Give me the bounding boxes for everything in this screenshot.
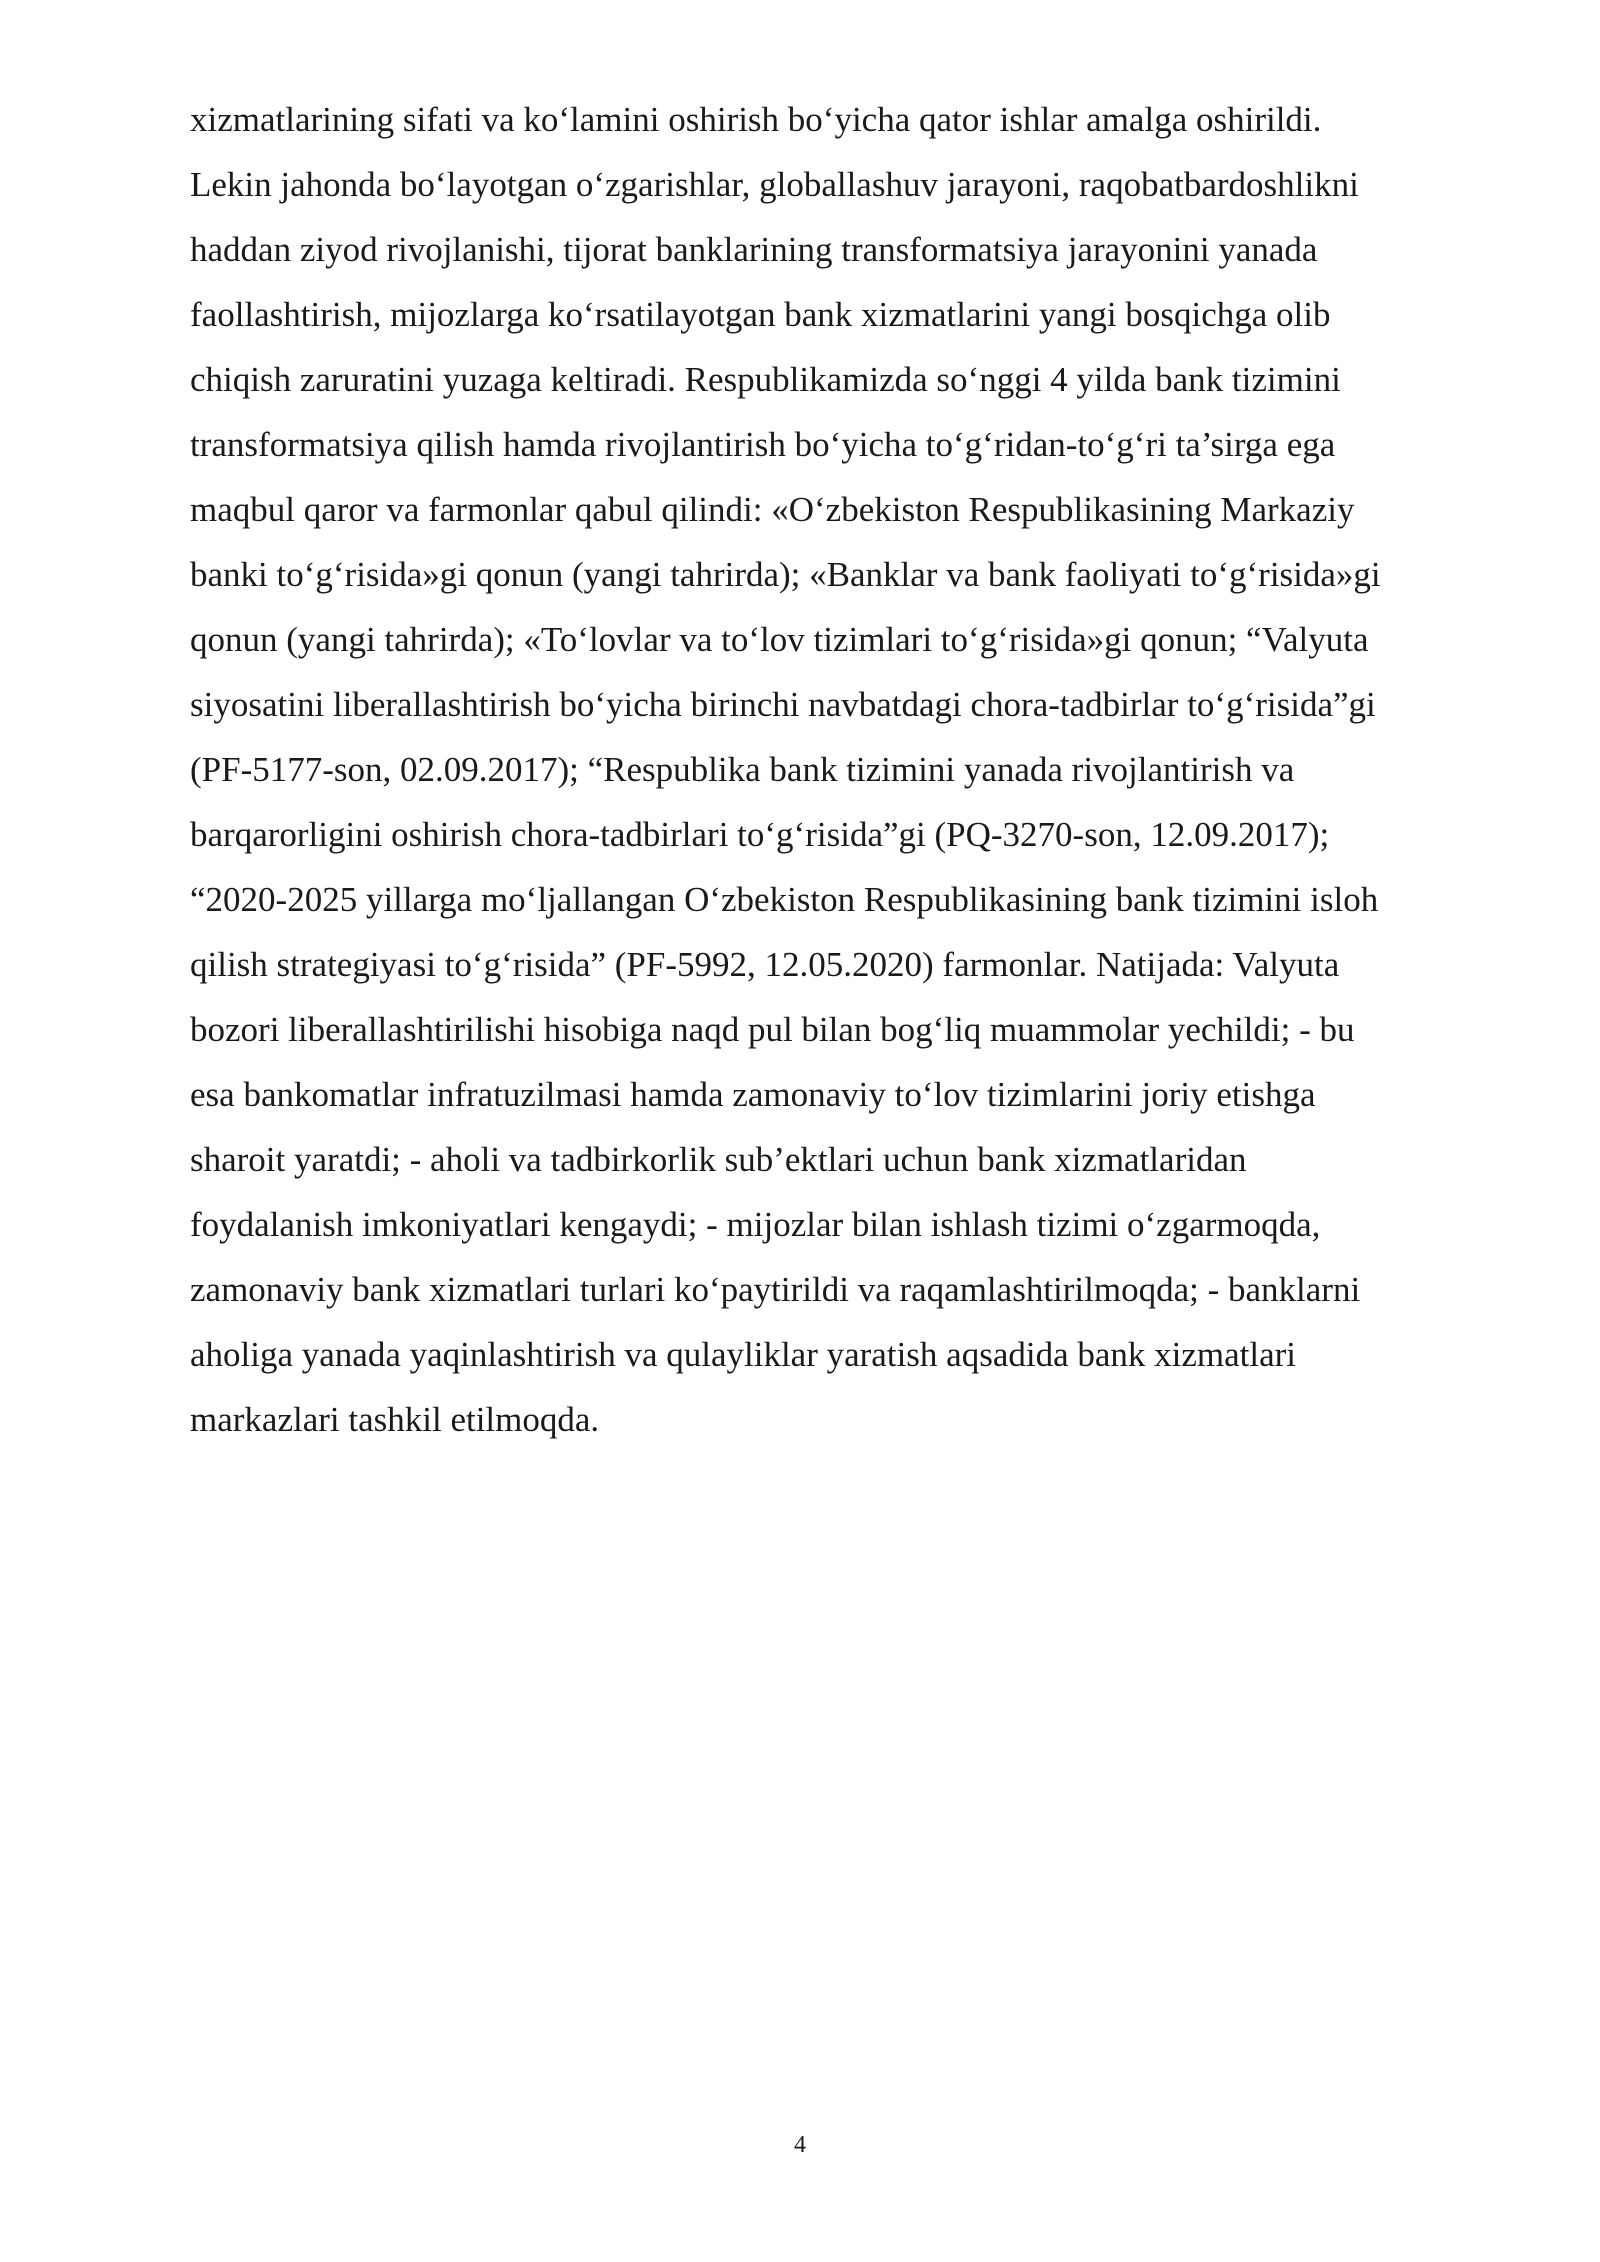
paragraph-line: (PF-5177-son, 02.09.2017); “Respublika bank tizimini yanada rivojlantirish va — [190, 750, 1295, 789]
paragraph-line: haddan ziyod rivojlanishi, tijorat banklarining transformatsiya jarayonini yanada — [190, 230, 1318, 269]
paragraph-line: transformatsiya qilish hamda rivojlantirish bo‘yicha to‘g‘ridan-to‘g‘ri ta’sirga ega — [190, 425, 1336, 464]
paragraph-line: “2020-2025 yillarga mo‘ljallangan O‘zbekiston Respublikasining bank tizimini isloh — [190, 880, 1379, 919]
paragraph-line: chiqish zaruratini yuzaga keltiradi. Respublikamizda so‘nggi 4 yilda bank tizimini — [190, 360, 1341, 399]
paragraph-line: aholiga yanada yaqinlashtirish va qulayliklar yaratish aqsadida bank xizmatlari — [190, 1335, 1297, 1374]
page-number: 4 — [794, 2132, 806, 2158]
paragraph-line: bozori liberallashtirilishi hisobiga naqd pul bilan bog‘liq muammolar yechildi; - bu — [190, 1010, 1355, 1049]
paragraph-line: esa bankomatlar infratuzilmasi hamda zamonaviy to‘lov tizimlarini joriy etishga — [190, 1075, 1316, 1114]
paragraph-line: xizmatlarining sifati va ko‘lamini oshirish bo‘yicha qator ishlar amalga oshirildi. — [190, 100, 1322, 139]
paragraph-line: qonun (yangi tahrirda); «To‘lovlar va to‘lov tizimlari to‘g‘risida»gi qonun; “Valyuta — [190, 620, 1369, 659]
paragraph-line: qilish strategiyasi to‘g‘risida” (PF-5992, 12.05.2020) farmonlar. Natijada: Valyuta — [190, 945, 1340, 984]
paragraph-line: markazlari tashkil etilmoqda. — [190, 1400, 600, 1439]
paragraph-line: banki to‘g‘risida»gi qonun (yangi tahrirda); «Banklar va bank faoliyati to‘g‘risida»gi — [190, 555, 1381, 594]
paragraph-line: foydalanish imkoniyatlari kengaydi; - mijozlar bilan ishlash tizimi o‘zgarmoqda, — [190, 1205, 1321, 1244]
paragraph-line: Lekin jahonda bo‘layotgan o‘zgarishlar, globallashuv jarayoni, raqobatbardoshlikni — [190, 165, 1359, 204]
paragraph-line: barqarorligini oshirish chora-tadbirlari to‘g‘risida”gi (PQ-3270-son, 12.09.2017); — [190, 815, 1330, 854]
paragraph-line: faollashtirish, mijozlarga ko‘rsatilayotgan bank xizmatlarini yangi bosqichga olib — [190, 295, 1331, 334]
paragraph-line: maqbul qaror va farmonlar qabul qilindi: «O‘zbekiston Respublikasining Markaziy — [190, 490, 1355, 529]
paragraph-line: zamonaviy bank xizmatlari turlari ko‘paytirildi va raqamlashtirilmoqda; - banklarni — [190, 1270, 1361, 1309]
paragraph-line: sharoit yaratdi; - aholi va tadbirkorlik sub’ektlari uchun bank xizmatlaridan — [190, 1140, 1247, 1179]
body-paragraph — [190, 90, 1480, 1455]
paragraph-line: siyosatini liberallashtirish bo‘yicha birinchi navbatdagi chora-tadbirlar to‘g‘risida”gi — [190, 685, 1376, 724]
